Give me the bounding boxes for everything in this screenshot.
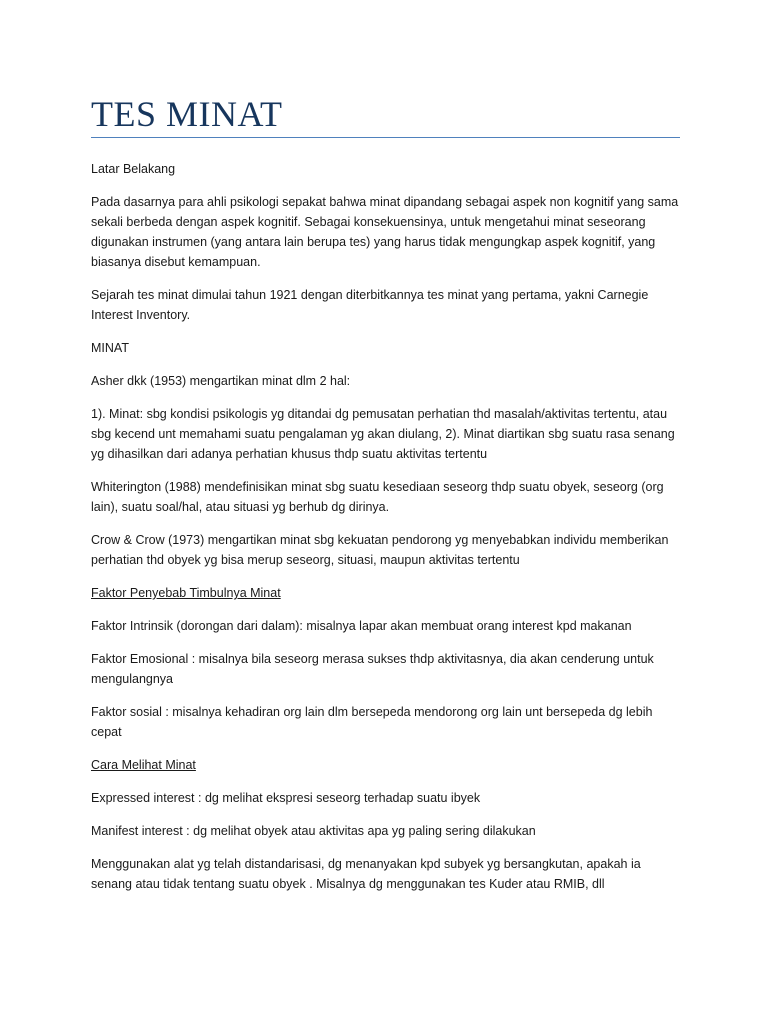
- title-underline-rule: [91, 137, 680, 138]
- document-title: TES MINAT: [91, 94, 283, 134]
- paragraph-whiterington: Whiterington (1988) mendefinisikan minat sbg suatu kesediaan seseorg thdp suatu obyek, seseorg (org lain), suatu soal/hal, atau situasi yg berhub dg dirinya.: [91, 480, 664, 514]
- paragraph-asher-intro: Asher dkk (1953) mengartikan minat dlm 2 hal:: [91, 374, 351, 388]
- paragraph-manifest-interest: Manifest interest : dg melihat obyek atau aktivitas apa yg paling sering dilakukan: [91, 824, 536, 838]
- paragraph-sejarah: Sejarah tes minat dimulai tahun 1921 dengan diterbitkannya tes minat yang pertama, yakni Carnegie Interest Inventory.: [91, 288, 649, 322]
- section-heading-minat: MINAT: [91, 341, 129, 355]
- paragraph-faktor-intrinsik: Faktor Intrinsik (dorongan dari dalam): misalnya lapar akan membuat orang interest kpd makanan: [91, 619, 632, 633]
- document-body: [91, 159, 681, 907]
- section-heading-faktor-penyebab: Faktor Penyebab Timbulnya Minat: [91, 586, 281, 600]
- paragraph-crow-and-crow: Crow & Crow (1973) mengartikan minat sbg kekuatan pendorong yg menyebabkan individu memberikan perhatian thd obyek yg bisa merup seseorg, situasi, maupun aktivitas tertentu: [91, 533, 669, 567]
- paragraph-alat-standar: Menggunakan alat yg telah distandarisasi, dg menanyakan kpd subyek yg bersangkutan, apakah ia senang atau tidak tentang suatu obyek . Misalnya dg menggunakan tes Kuder atau RMIB, dll: [91, 857, 641, 891]
- section-heading-cara-melihat-minat: Cara Melihat Minat: [91, 758, 196, 772]
- paragraph-faktor-emosional: Faktor Emosional : misalnya bila seseorg merasa sukses thdp aktivitasnya, dia akan cenderung untuk mengulangnya: [91, 652, 654, 686]
- paragraph-pada-dasarnya: Pada dasarnya para ahli psikologi sepakat bahwa minat dipandang sebagai aspek non kognitif yang sama sekali berbeda dengan aspek kognitif. Sebagai konsekuensinya, untuk mengetahui minat seseorang digunakan instrumen (yang antara lain berupa tes) yang harus tidak mengungkap aspek kognitif, yang biasanya disebut kemampuan.: [91, 195, 679, 269]
- paragraph-asher-definition: 1). Minat: sbg kondisi psikologis yg ditandai dg pemusatan perhatian thd masalah/aktivitas tertentu, atau sbg kecend unt memahami suatu pengalaman yg akan diulang, 2). Minat diartikan sbg suatu rasa senang yg dihasilkan dari adanya perhatian khusus thdp suatu aktivitas tertentu: [91, 407, 675, 461]
- paragraph-expressed-interest: Expressed interest : dg melihat ekspresi seseorg terhadap suatu ibyek: [91, 791, 481, 805]
- paragraph-faktor-sosial: Faktor sosial : misalnya kehadiran org lain dlm bersepeda mendorong org lain unt bersepeda dg lebih cepat: [91, 705, 653, 739]
- section-heading-latar-belakang: Latar Belakang: [91, 162, 176, 176]
